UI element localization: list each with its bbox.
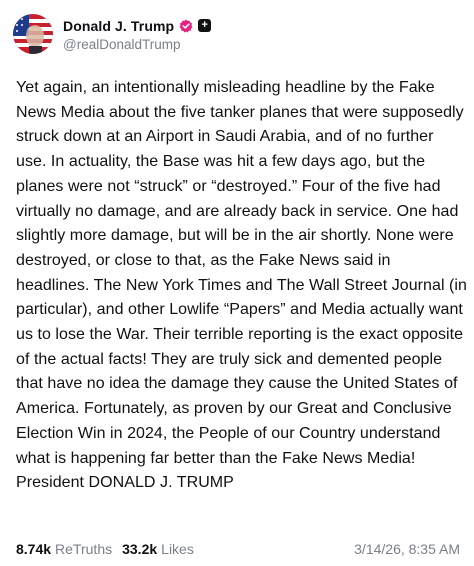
post-footer [16, 538, 460, 560]
retruths-label: ReTruths [55, 541, 113, 557]
author-handle[interactable]: @realDonaldTrump [63, 37, 181, 52]
name-row [63, 16, 211, 35]
author-names [63, 16, 211, 52]
plus-square-icon[interactable]: + [198, 19, 211, 32]
likes-stat[interactable] [122, 541, 194, 557]
retruths-count: 8.74k [16, 541, 52, 557]
retruths-stat[interactable] [16, 541, 112, 557]
likes-label: Likes [161, 541, 194, 557]
flag-portrait-avatar-icon [13, 14, 53, 54]
post-header [13, 13, 211, 55]
verified-badge-icon [179, 19, 193, 33]
post-timestamp[interactable]: 3/14/26, 8:35 AM [354, 541, 460, 557]
likes-count: 33.2k [122, 541, 158, 557]
avatar[interactable] [13, 14, 53, 54]
display-name[interactable]: Donald J. Trump [63, 17, 175, 34]
post-text: Yet again, an intentionally misleading headline by the Fake News Media about the five tanker planes that were supposedly struck down at an Airport in Saudi Arabia, and of no further use. In actuality, the Base was hit a few days ago, but the planes were not “struck” or “destroyed.” Four of the five had virtually no damage, and are already back in service. One had slightly more damage, but will be in the air shortly. None were destroyed, or close to that, as the Fake News said in headlines. The New York Times and The Wall Street Journal (in particular), and other Lowlife “Papers” and Media actually want us to lose the War. Their terrible reporting is the exact opposite of the actual facts! They are truly sick and demented people that have no idea the damage they cause the United States of America. Fortunately, as proven by our Great and Conclusive Election Win in 2024, the People of our Country understand what is happening far better than the Fake News Media! President DONALD J. TRUMP [16, 79, 467, 492]
